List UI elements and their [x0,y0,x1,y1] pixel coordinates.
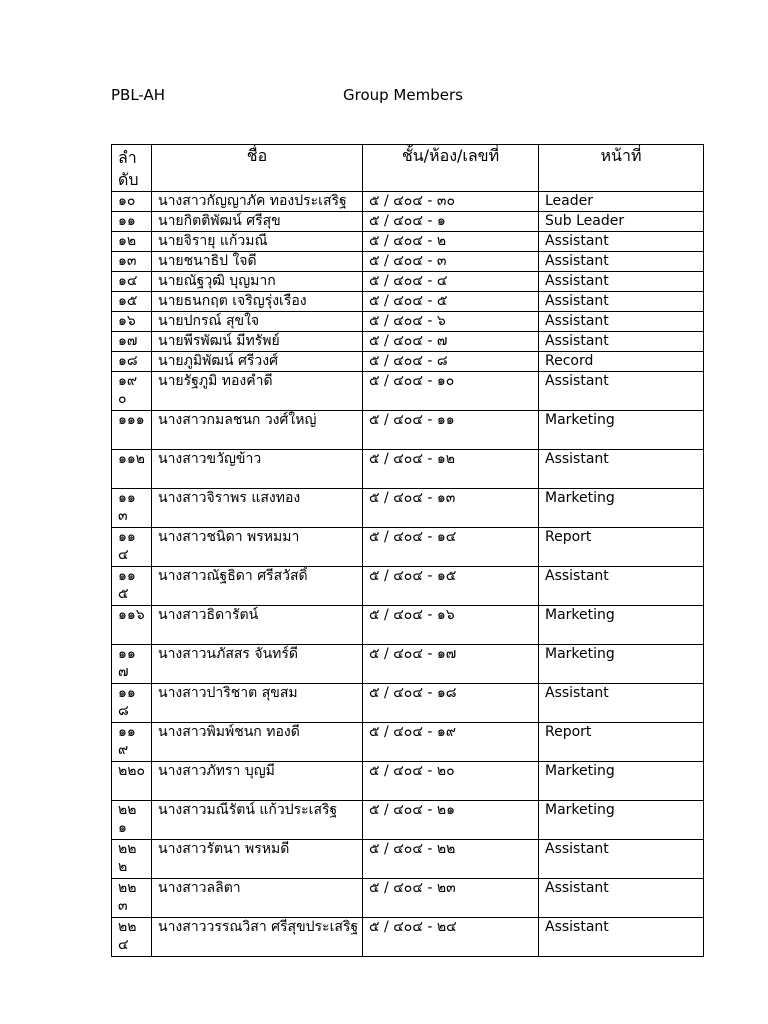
member-number: ๑๑๔ [112,528,152,567]
column-header-role: หน้าที่ [539,145,704,192]
table-row [112,567,704,606]
member-class: ๕ / ๔๐๔ - ๓ [363,252,539,272]
member-number: ๑๕ [112,292,152,312]
table-row [112,645,704,684]
member-class: ๕ / ๔๐๔ - ๒ [363,232,539,252]
member-name: นางสาวภัทรา บุญมี [152,762,363,801]
table-row [112,232,704,252]
member-class: ๕ / ๔๐๔ - ๑๖ [363,606,539,645]
table-row [112,450,704,489]
member-number: ๑๑๘ [112,684,152,723]
member-number: ๑๖ [112,312,152,332]
member-number: ๑๑๗ [112,645,152,684]
member-name: นายภูมิพัฒน์ ศรีวงศ์ [152,352,363,372]
member-name: นางสาวกมลชนก วงศ์ใหญ่ [152,411,363,450]
member-role: Assistant [539,918,704,957]
member-name: นายณัฐวุฒิ บุญมาก [152,272,363,292]
member-number: ๑๑๖ [112,606,152,645]
member-class: ๕ / ๔๐๔ - ๓๐ [363,192,539,212]
member-name: นางสาวขวัญข้าว [152,450,363,489]
member-name: นางสาวจิราพร แสงทอง [152,489,363,528]
table-row [112,372,704,411]
member-class: ๕ / ๔๐๔ - ๑ [363,212,539,232]
member-role: Marketing [539,645,704,684]
member-name: นางสาวนภัสสร จันทร์ดี [152,645,363,684]
member-role: Assistant [539,684,704,723]
member-role: Assistant [539,332,704,352]
table-row [112,312,704,332]
member-name: นางสาววรรณวิสา ศรีสุขประเสริฐ [152,918,363,957]
member-number: ๑๑๒ [112,450,152,489]
course-code: PBL-AH [111,86,166,104]
member-number: ๑๑ [112,212,152,232]
member-number: ๑๐ [112,192,152,212]
member-class: ๕ / ๔๐๔ - ๒๑ [363,801,539,840]
member-class: ๕ / ๔๐๔ - ๒๔ [363,918,539,957]
member-role: Marketing [539,606,704,645]
member-name: นายกิตติพัฒน์ ศรีสุข [152,212,363,232]
member-name: นายชนาธิป ใจดี [152,252,363,272]
member-role: Assistant [539,232,704,252]
member-role: Assistant [539,450,704,489]
member-name: นายพีรพัฒน์ มีทรัพย์ [152,332,363,352]
member-role: Marketing [539,489,704,528]
table-row [112,684,704,723]
member-number: ๑๔ [112,272,152,292]
member-class: ๕ / ๔๐๔ - ๑๘ [363,684,539,723]
member-role: Marketing [539,801,704,840]
member-class: ๕ / ๔๐๔ - ๖ [363,312,539,332]
table-row [112,352,704,372]
table-row [112,840,704,879]
member-class: ๕ / ๔๐๔ - ๑๐ [363,372,539,411]
member-number: ๒๒๔ [112,918,152,957]
table-row [112,528,704,567]
document-title: Group Members [343,86,463,104]
member-name: นายปกรณ์ สุขใจ [152,312,363,332]
member-name: นางสาวปาริชาต สุขสม [152,684,363,723]
member-number: ๑๒ [112,232,152,252]
member-number: ๑๗ [112,332,152,352]
member-role: Assistant [539,272,704,292]
member-role: Assistant [539,372,704,411]
member-number: ๑๓ [112,252,152,272]
member-role: Marketing [539,411,704,450]
member-name: นายจิรายุ แก้วมณี [152,232,363,252]
member-role: Leader [539,192,704,212]
member-number: ๒๒๒ [112,840,152,879]
member-name: นางสาวกัญญาภัค ทองประเสริฐ [152,192,363,212]
member-class: ๕ / ๔๐๔ - ๒๓ [363,879,539,918]
member-name: นางสาวธิดารัตน์ [152,606,363,645]
members-table [111,144,704,957]
member-class: ๕ / ๔๐๔ - ๑๔ [363,528,539,567]
column-header-class: ชั้น/ห้อง/เลขที่ [363,145,539,192]
table-row [112,272,704,292]
member-role: Report [539,528,704,567]
table-row [112,292,704,312]
member-role: Marketing [539,762,704,801]
column-header-name: ชื่อ [152,145,363,192]
member-class: ๕ / ๔๐๔ - ๘ [363,352,539,372]
member-class: ๕ / ๔๐๔ - ๕ [363,292,539,312]
member-role: Assistant [539,567,704,606]
member-number: ๑๑๕ [112,567,152,606]
column-header-number: ลำ ดับ [112,145,152,192]
member-number: ๑๑๑ [112,411,152,450]
table-row [112,252,704,272]
table-row [112,762,704,801]
member-class: ๕ / ๔๐๔ - ๑๙ [363,723,539,762]
table-row [112,879,704,918]
table-row [112,723,704,762]
member-class: ๕ / ๔๐๔ - ๔ [363,272,539,292]
member-number: ๑๙๐ [112,372,152,411]
member-name: นางสาวมณีรัตน์ แก้วประเสริฐ [152,801,363,840]
table-row [112,606,704,645]
document-header [111,86,711,108]
member-name: นางสาวพิมพ์ชนก ทองดี [152,723,363,762]
member-name: นางสาวลลิตา [152,879,363,918]
member-role: Assistant [539,840,704,879]
member-number: ๒๒๑ [112,801,152,840]
member-role: Record [539,352,704,372]
member-name: นายรัฐภูมิ ทองคำดี [152,372,363,411]
member-class: ๕ / ๔๐๔ - ๒๒ [363,840,539,879]
member-name: นายธนกฤต เจริญรุ่งเรือง [152,292,363,312]
member-role: Report [539,723,704,762]
member-role: Assistant [539,312,704,332]
member-name: นางสาวรัตนา พรหมดี [152,840,363,879]
member-number: ๑๑๙ [112,723,152,762]
table-row [112,489,704,528]
table-row [112,801,704,840]
member-class: ๕ / ๔๐๔ - ๒๐ [363,762,539,801]
member-class: ๕ / ๔๐๔ - ๑๓ [363,489,539,528]
member-role: Assistant [539,292,704,312]
member-name: นางสาวชนิดา พรหมมา [152,528,363,567]
member-class: ๕ / ๔๐๔ - ๑๕ [363,567,539,606]
member-role: Assistant [539,252,704,272]
member-number: ๒๒๐ [112,762,152,801]
members-table-body [112,192,704,957]
member-number: ๑๘ [112,352,152,372]
member-class: ๕ / ๔๐๔ - ๑๗ [363,645,539,684]
member-number: ๒๒๓ [112,879,152,918]
table-row [112,411,704,450]
table-row [112,918,704,957]
member-class: ๕ / ๔๐๔ - ๑๒ [363,450,539,489]
member-class: ๕ / ๔๐๔ - ๑๑ [363,411,539,450]
table-row [112,212,704,232]
member-role: Assistant [539,879,704,918]
member-number: ๑๑๓ [112,489,152,528]
member-class: ๕ / ๔๐๔ - ๗ [363,332,539,352]
table-header-row [112,145,704,192]
member-name: นางสาวณัฐธิดา ศรีสวัสดิ์ [152,567,363,606]
member-role: Sub Leader [539,212,704,232]
table-row [112,192,704,212]
table-row [112,332,704,352]
